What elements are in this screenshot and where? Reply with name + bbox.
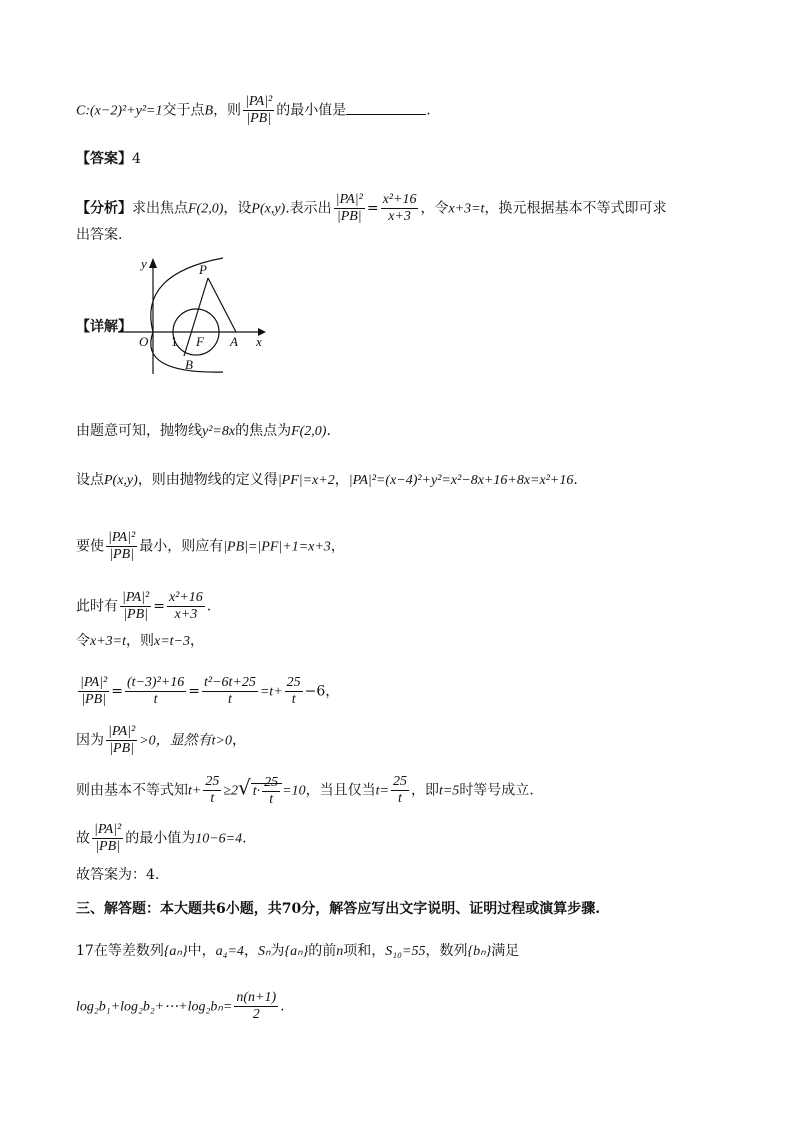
text: >0，显然有	[139, 733, 212, 749]
detail-line-2	[76, 471, 578, 490]
text: 最小，则应有	[139, 538, 224, 555]
fraction-pa-pb	[243, 94, 274, 127]
text: 要使	[76, 538, 104, 555]
detail-line-4: 此时有 $\frac{\text{|PA|²}}{|PB|}$ = $\frac{\text{x²+16}}{x+3}$ .	[76, 590, 212, 622]
focus-point: F(2,0)	[291, 424, 327, 439]
question-17-line-1	[76, 942, 519, 961]
fraction-denominator: 2	[252, 1007, 260, 1022]
answer-label: 【答案】	[76, 151, 132, 167]
sqrt-body	[251, 774, 282, 807]
text: .	[326, 423, 331, 439]
detail-line-5	[76, 632, 204, 651]
fraction-denominator: t	[269, 791, 274, 807]
text: 为	[270, 943, 285, 959]
fraction-numerator: 25	[205, 774, 220, 789]
text: 的最小值是	[276, 102, 347, 119]
question-16-tail	[76, 94, 431, 127]
fraction-expression	[381, 192, 419, 225]
parabola-figure	[118, 256, 268, 376]
fraction-pa-pb	[92, 822, 123, 855]
text: ，令	[420, 200, 449, 217]
text: ，	[190, 633, 204, 649]
fraction-expression	[202, 675, 258, 708]
fraction-numerator: 25	[286, 675, 301, 690]
text: 项和，	[343, 943, 386, 959]
fraction-expression	[262, 775, 280, 808]
detail-line-7	[76, 724, 246, 757]
fraction-expression	[391, 774, 409, 807]
text: .表示出	[285, 200, 332, 217]
fraction-numerator: |PA|²	[122, 590, 150, 605]
s10-value: S₁₀=55	[385, 944, 426, 959]
fraction-pa-pb	[334, 192, 365, 225]
text: ，	[243, 943, 258, 959]
circle-equation: C:(x−2)²+y²=1	[76, 103, 163, 119]
detail-line-1	[76, 422, 331, 441]
point-b: B	[204, 103, 214, 119]
text: 17在等差数列	[76, 943, 164, 959]
text: ，设	[223, 200, 252, 217]
text: ，则	[213, 102, 242, 119]
text: −6，	[304, 683, 340, 700]
fraction-denominator: |PB|	[336, 209, 362, 224]
fraction-expression	[285, 675, 303, 708]
text: 则由基本不等式知	[76, 782, 188, 799]
detail-line-8: 则由基本不等式知t+ $\frac{25}{t}$ ≥2√ t· $\frac{25}{t}$ =10，当且仅当t= $\frac{25}{t}$ ，即t=5时等号成立.	[76, 774, 534, 807]
fraction-denominator: |PB|	[123, 607, 148, 622]
fraction-denominator: |PB|	[95, 839, 120, 854]
text: 令	[76, 633, 90, 649]
text: =t+	[259, 684, 283, 700]
fraction-denominator: |PB|	[109, 741, 134, 756]
log-sum-expression: log₂b₁+log₂b₂+⋯+log₂bₙ=	[76, 999, 233, 1015]
t-value: t=5	[438, 783, 460, 799]
label-y: y	[141, 256, 147, 271]
fraction-numerator: t²−6t+25	[203, 675, 256, 690]
focus-point: F(2,0)	[188, 201, 224, 217]
fraction-denominator: |PB|	[81, 692, 106, 707]
text: ，	[330, 538, 345, 555]
fraction-denominator: |PB|	[246, 111, 272, 126]
fraction-expression	[234, 990, 278, 1023]
text: ，换元根据基本不等式即可求	[484, 200, 667, 217]
label-a: A	[230, 334, 238, 349]
substitution: x+3=t	[90, 634, 126, 649]
detail-line-3	[76, 530, 345, 563]
pf-expression: |PF|=x+2	[277, 473, 335, 488]
fraction-denominator: t	[153, 692, 158, 707]
text: 的最小值为	[125, 830, 196, 847]
fraction-numerator: |PA|²	[245, 94, 273, 109]
a4-value: a₄=4	[215, 944, 244, 959]
fraction-denominator: t	[227, 692, 232, 707]
fraction-expression	[203, 774, 221, 807]
question-17-line-2	[76, 990, 285, 1023]
n-var: n	[336, 944, 344, 959]
text: ，即	[410, 782, 439, 799]
t-condition: t>0	[211, 733, 232, 749]
text: 满足	[491, 943, 520, 959]
text: 交于点	[162, 102, 205, 119]
fraction-numerator: (t−3)²+16	[126, 675, 185, 690]
text: 此时有	[76, 598, 118, 615]
text: =10	[282, 783, 306, 799]
pa-squared-expression: |PA|²=(x−4)²+y²=x²−8x+16+8x=x²+16	[348, 473, 574, 488]
text: 求出焦点	[132, 200, 188, 217]
analysis-label: 【分析】	[76, 200, 132, 217]
fraction-numerator: n(n+1)	[236, 990, 277, 1005]
text: ，	[232, 732, 246, 749]
label-p: P	[199, 262, 207, 277]
text: 设点	[76, 472, 104, 488]
fraction-denominator: t	[210, 791, 215, 806]
text: 中，	[187, 943, 216, 959]
fraction-pa-pb	[120, 590, 151, 623]
text: ，当且仅当	[305, 782, 376, 799]
fraction-numerator: |PA|²	[108, 724, 136, 739]
section-3-heading: 三、解答题：本大题共6小题，共70分，解答应写出文字说明、证明过程或演算步骤.	[76, 901, 601, 917]
fraction-numerator: 25	[264, 774, 279, 790]
fraction-numerator: x²+16	[168, 590, 203, 605]
segment-pa	[208, 278, 236, 332]
fraction-denominator: t	[398, 791, 402, 806]
detail-line-10: 故答案为：4.	[76, 867, 160, 883]
label-b: B	[185, 357, 193, 372]
fraction-numerator: x²+16	[382, 192, 417, 207]
fraction-expression	[167, 590, 205, 623]
text: 故	[76, 830, 90, 847]
label-f: F	[196, 334, 204, 349]
pb-expression: |PB|=|PF|+1=x+3	[223, 539, 331, 555]
fraction-denominator: x+3	[174, 607, 198, 622]
fraction-denominator: t	[291, 692, 296, 707]
x-expression: x=t−3	[154, 634, 190, 649]
fraction-denominator: x+3	[388, 209, 411, 224]
point-p: P(x,y)	[251, 201, 286, 217]
fraction-expression	[125, 675, 186, 708]
min-value: 10−6=4	[195, 831, 243, 847]
detail-label: 【详解】	[76, 319, 132, 335]
detail-line-9	[76, 822, 247, 855]
text: .	[426, 102, 431, 119]
sum-sn: Sₙ	[257, 944, 271, 959]
sequence-b: {bₙ}	[467, 944, 492, 959]
text: 因为	[76, 732, 104, 749]
text: 时等号成立.	[459, 782, 534, 799]
fraction-numerator: |PA|²	[94, 822, 122, 837]
label-o: O	[139, 334, 149, 349]
fraction-denominator: |PB|	[109, 547, 134, 562]
point-p: P(x,y)	[104, 473, 138, 488]
text: t+	[188, 783, 202, 799]
answer-blank	[346, 102, 426, 115]
text: 的前	[308, 943, 337, 959]
fraction-numerator: |PA|²	[80, 675, 108, 690]
text: ，	[334, 472, 349, 488]
substitution: x+3=t	[448, 201, 485, 217]
text: ≥2	[223, 783, 239, 799]
fraction-numerator: 25	[392, 774, 407, 789]
text: .	[242, 830, 247, 847]
text: ，数列	[425, 943, 468, 959]
analysis-line-2: 出答案.	[76, 227, 123, 243]
fraction-pa-pb	[78, 675, 109, 708]
detail-line-6: $\frac{\text{|PA|²}}{|PB|}$ = $\frac{\text{(t−3)²+16}}{t}$ = $\frac{\text{t²−6t+25}}{t}$ =t+ $\frac{25}{t}$ −6，	[80, 675, 340, 707]
text: .	[573, 472, 578, 488]
y-axis-arrow	[149, 258, 157, 268]
sequence-a: {aₙ}	[163, 944, 188, 959]
analysis-line: 【分析】求出焦点F(2,0)，设P(x,y).表示出 $\frac{\text{|PA|²}}{|PB|}$ = $\frac{\text{x²+16}}{x+3}$ ，令x+3=t，换元根据基本不等式即可求	[76, 192, 667, 224]
text: 由题意可知，抛物线	[76, 423, 202, 439]
text: 的焦点为	[235, 423, 292, 439]
fraction-numerator: |PA|²	[335, 192, 363, 207]
parabola-equation: y²=8x	[202, 424, 236, 439]
text: t=	[375, 783, 389, 799]
text: ，则	[126, 633, 154, 649]
fraction-pa-pb	[106, 724, 137, 757]
text: ，则由抛物线的定义得	[137, 472, 278, 488]
answer-line	[76, 150, 141, 168]
fraction-numerator: |PA|²	[108, 530, 136, 545]
answer-value: 4	[132, 151, 141, 167]
label-x: x	[256, 334, 262, 349]
sequence-a: {aₙ}	[284, 944, 309, 959]
text: .	[206, 598, 212, 615]
text: t·	[252, 783, 261, 799]
fraction-pa-pb	[106, 530, 137, 563]
text: .	[280, 998, 285, 1015]
label-one: 1	[171, 334, 178, 349]
